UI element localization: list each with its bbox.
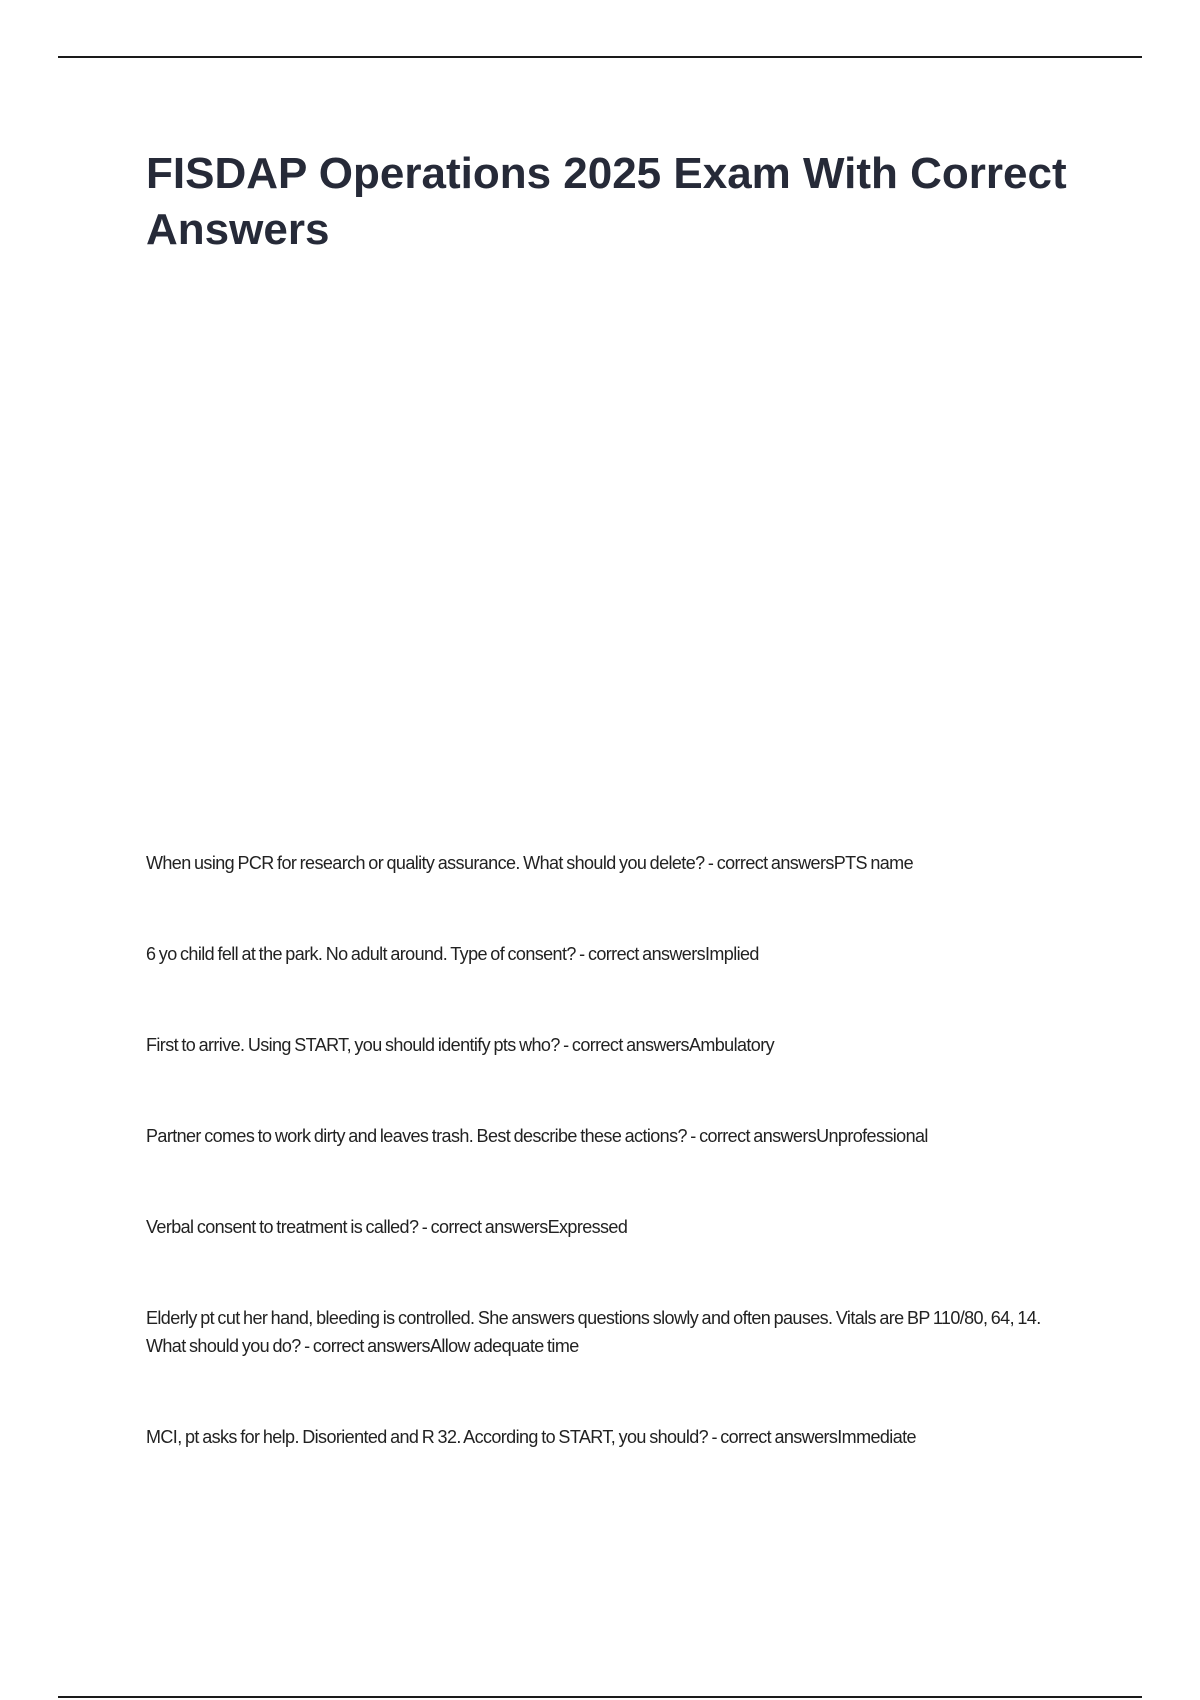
- top-rule: [58, 56, 1142, 58]
- qa-item: When using PCR for research or quality assurance. What should you delete? - correct answersPTS name: [146, 853, 913, 873]
- qa-item: First to arrive. Using START, you should identify pts who? - correct answersAmbulatory: [146, 1035, 774, 1055]
- bottom-rule: [58, 1696, 1142, 1698]
- qa-item: 6 yo child fell at the park. No adult around. Type of consent? - correct answersImplied: [146, 944, 759, 964]
- qa-item: MCI, pt asks for help. Disoriented and R 32. According to START, you should? - correct answersImmediate: [146, 1427, 916, 1447]
- qa-item: Verbal consent to treatment is called? - correct answersExpressed: [146, 1217, 628, 1237]
- qa-item: Elderly pt cut her hand, bleeding is controlled. She answers questions slowly and often pauses. Vitals are BP 110/80, 64, 14. What should you do? - correct answersAllow adequate time: [146, 1308, 1041, 1356]
- qa-item: Partner comes to work dirty and leaves trash. Best describe these actions? - correct answersUnprofessional: [146, 1126, 928, 1146]
- qa-list: [146, 849, 1076, 1451]
- document-title: FISDAP Operations 2025 Exam With Correct Answers: [146, 149, 1067, 254]
